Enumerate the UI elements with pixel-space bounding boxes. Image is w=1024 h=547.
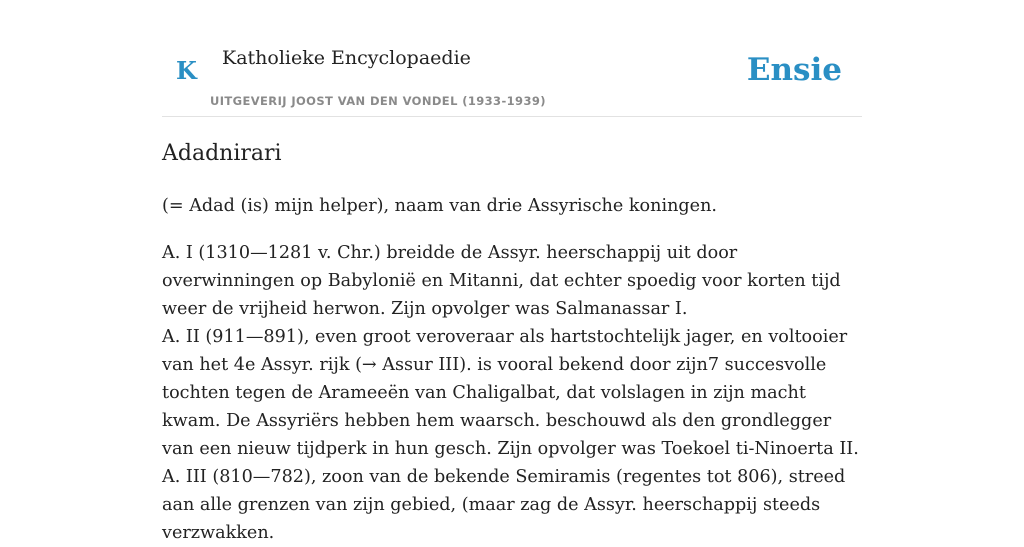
article-title: Adadnirari — [162, 141, 282, 166]
article-content — [162, 138, 862, 547]
article-body — [162, 239, 862, 547]
ensie-brand-logo[interactable]: Ensie — [746, 52, 842, 88]
encyclopedia-logo[interactable]: K — [176, 56, 197, 85]
site-title[interactable]: Katholieke Encyclopaedie — [222, 47, 471, 69]
publisher-subtitle: UITGEVERIJ JOOST VAN DEN VONDEL (1933-1939) — [210, 94, 546, 108]
article-entry: A. I (1310—1281 v. Chr.) breidde de Assyr. heerschappij uit door overwinningen op Babylonië en Mitanni, dat echter spoedig voor korten tijd weer de vrijheid herwon. Zijn opvolger was Salmanassar I. — [162, 243, 841, 319]
article-lead: (= Adad (is) mijn helper), naam van drie Assyrische koningen. — [162, 196, 718, 216]
site-header — [162, 0, 862, 117]
article-entry: A. II (911—891), even groot veroveraar als hartstochtelijk jager, en voltooier van het 4e Assyr. rijk (→ Assur III). is vooral bekend door zijn7 succesvolle tochten tegen de Arameeën van Chaligalbat, dat volslagen in zijn macht kwam. De Assyriërs hebben hem waarsch. beschouwd als den grondlegger van een nieuw tijdperk in hun gesch. Zijn opvolger was Toekoel ti-Ninoerta II. — [162, 327, 859, 459]
article-entry: A. III (810—782), zoon van de bekende Semiramis (regentes tot 806), streed aan alle grenzen van zijn gebied, (maar zag de Assyr. heerschappij steeds verzwakken. — [162, 467, 846, 543]
